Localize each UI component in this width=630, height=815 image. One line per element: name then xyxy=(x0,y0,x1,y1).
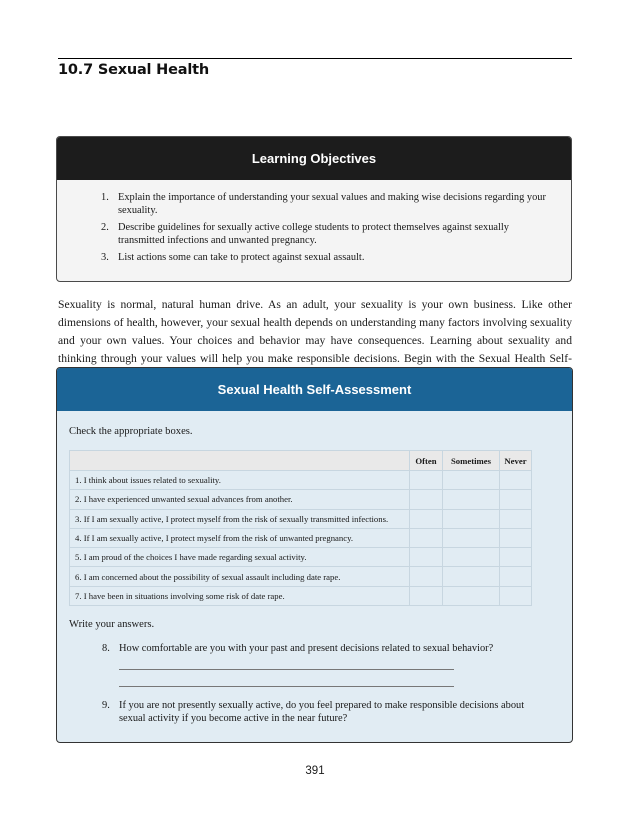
table-row xyxy=(70,509,532,528)
statement-cell: 3. If I am sexually active, I protect myself from the risk of sexually transmitted infections. xyxy=(70,509,410,528)
question-item xyxy=(102,700,547,725)
top-rule xyxy=(58,58,572,59)
question-number: 9. xyxy=(102,700,110,711)
table-row xyxy=(70,471,532,490)
objective-number: 3. xyxy=(101,252,109,264)
table-row xyxy=(70,548,532,567)
often-checkbox-cell[interactable] xyxy=(410,567,443,586)
sometimes-checkbox-cell[interactable] xyxy=(443,471,500,490)
objective-text: Explain the importance of understanding your sexual values and making wise decisions regarding your sexuality. xyxy=(118,192,546,216)
statement-cell: 4. If I am sexually active, I protect myself from the risk of unwanted pregnancy. xyxy=(70,528,410,547)
often-checkbox-cell[interactable] xyxy=(410,528,443,547)
often-checkbox-cell[interactable] xyxy=(410,586,443,605)
section-heading: 10.7 Sexual Health xyxy=(58,62,209,78)
objective-number: 1. xyxy=(101,192,109,203)
never-checkbox-cell[interactable] xyxy=(500,509,532,528)
never-checkbox-cell[interactable] xyxy=(500,490,532,509)
statement-cell: 2. I have experienced unwanted sexual advances from another. xyxy=(70,490,410,509)
intro-paragraph: Sexuality is normal, natural human drive. As an adult, your sexuality is your own business. Like other dimensions of health, however, your sexual health depends on understanding many factors involving sexuality and your own values. Your choices and behavior may have consequences. Learning about sexuality and thinking through your values will help you make responsible decisions. Begin with the Sexual Health Self- xyxy=(58,298,572,366)
table-row xyxy=(70,528,532,547)
self-assessment-title: Sexual Health Self-Assessment xyxy=(57,368,572,411)
objective-item xyxy=(57,252,571,265)
check-instruction: Check the appropriate boxes. xyxy=(69,426,193,437)
sometimes-checkbox-cell[interactable] xyxy=(443,548,500,567)
table-row xyxy=(70,490,532,509)
never-checkbox-cell[interactable] xyxy=(500,586,532,605)
objective-text: Describe guidelines for sexually active college students to protect themselves against sexually transmitted infections and unwanted pregnancy. xyxy=(118,222,509,246)
sometimes-checkbox-cell[interactable] xyxy=(443,567,500,586)
statement-cell: 5. I am proud of the choices I have made regarding sexual activity. xyxy=(70,548,410,567)
question-number: 8. xyxy=(102,643,110,654)
sometimes-checkbox-cell[interactable] xyxy=(443,586,500,605)
objective-text: List actions some can take to protect against sexual assault. xyxy=(118,252,365,264)
never-checkbox-cell[interactable] xyxy=(500,567,532,586)
answer-line[interactable] xyxy=(119,686,454,687)
sometimes-checkbox-cell[interactable] xyxy=(443,509,500,528)
objectives-list xyxy=(57,192,571,270)
self-assessment-box xyxy=(56,367,573,743)
sometimes-checkbox-cell[interactable] xyxy=(443,490,500,509)
table-row xyxy=(70,586,532,605)
never-checkbox-cell[interactable] xyxy=(500,548,532,567)
statement-cell: 7. I have been in situations involving some risk of date rape. xyxy=(70,586,410,605)
objective-number: 2. xyxy=(101,222,109,234)
assessment-table xyxy=(69,450,532,606)
objective-item xyxy=(57,192,571,217)
question-text: If you are not presently sexually active, do you feel prepared to make responsible decisions about sexual activity if you become active in the near future? xyxy=(119,700,525,724)
never-checkbox-cell[interactable] xyxy=(500,471,532,490)
answer-line[interactable] xyxy=(119,669,454,670)
sometimes-checkbox-cell[interactable] xyxy=(443,528,500,547)
write-instruction: Write your answers. xyxy=(69,619,155,630)
learning-objectives-title: Learning Objectives xyxy=(57,137,571,180)
table-row xyxy=(70,567,532,586)
often-checkbox-cell[interactable] xyxy=(410,490,443,509)
question-item xyxy=(102,643,547,656)
column-header-never: Never xyxy=(500,451,532,471)
statement-cell: 1. I think about issues related to sexuality. xyxy=(70,471,410,490)
never-checkbox-cell[interactable] xyxy=(500,528,532,547)
often-checkbox-cell[interactable] xyxy=(410,548,443,567)
statement-cell: 6. I am concerned about the possibility of sexual assault including date rape. xyxy=(70,567,410,586)
often-checkbox-cell[interactable] xyxy=(410,509,443,528)
table-header-blank xyxy=(70,451,410,471)
learning-objectives-box xyxy=(56,136,572,282)
often-checkbox-cell[interactable] xyxy=(410,471,443,490)
column-header-sometimes: Sometimes xyxy=(443,451,500,471)
objective-item xyxy=(57,222,571,247)
question-text: How comfortable are you with your past and present decisions related to sexual behavior? xyxy=(119,643,494,654)
column-header-often: Often xyxy=(410,451,443,471)
page-number: 391 xyxy=(305,765,325,777)
